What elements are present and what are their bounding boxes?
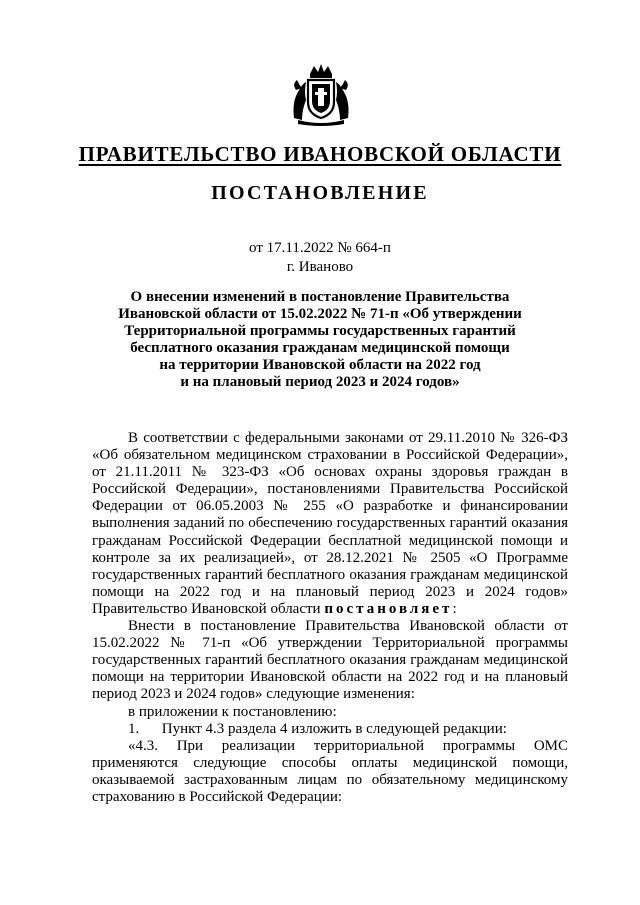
heading-line: Территориальной программы государственных гарантий bbox=[124, 323, 516, 339]
heading-line: О внесении изменений в постановление Правительства bbox=[130, 289, 510, 305]
heading-line: и на плановый период 2023 и 2024 годов» bbox=[180, 374, 460, 390]
paragraph-amend: Внести в постановление Правительства Ивановской области от 15.02.2022 № 71-п «Об утверждении Территориальной программы государственных гарантий бесплатного оказания гражданам медицинской помощи на территории Ивановской области на 2022 год и на плановый период 2023 и 2024 годов» следующие изменения: bbox=[92, 618, 568, 703]
resolution-keyword: постановляет bbox=[324, 600, 453, 617]
document-meta bbox=[0, 239, 640, 277]
paragraph-item-4-3: «4.3. При реализации территориальной программы ОМС применяются следующие способы оплаты медицинской помощи, оказываемой застрахованным лицам по обязательному медицинскому страхованию в Российской Федерации: bbox=[92, 737, 568, 805]
date-number: от 17.11.2022 № 664-п bbox=[249, 240, 391, 256]
preamble-text: В соответствии с федеральными законами от 29.11.2010 № 326-ФЗ «Об обязательном медицинском страховании в Российской Федерации», от 21.11.2011 № 323-ФЗ «Об основах охраны здоровья граждан в Российской Федерации», постановлениями Правительства Российской Федерации от 06.05.2003 № 255 «О разработке и финансировании выполнения заданий по обеспечению государственных гарантий оказания гражданам Российской Федерации бесплатной медицинской помощи и контроле за их реализацией», от 28.12.2021 № 2505 «О Программе государственных гарантий бесплатного оказания гражданам медицинской помощи на 2022 год и на плановый период 2023 и 2024 годов» Правительство Ивановской области bbox=[92, 430, 568, 617]
paragraph-appendix: в приложении к постановлению: bbox=[128, 703, 337, 720]
paragraph-preamble bbox=[92, 430, 568, 618]
organization-title: ПРАВИТЕЛЬСТВО ИВАНОВСКОЙ ОБЛАСТИ bbox=[78, 142, 562, 166]
preamble-tail: : bbox=[452, 600, 457, 617]
document-type: ПОСТАНОВЛЕНИЕ bbox=[211, 182, 429, 204]
paragraph-item-1: 1. Пункт 4.3 раздела 4 изложить в следующей редакции: bbox=[128, 720, 507, 737]
heading-line: Ивановской области от 15.02.2022 № 71-п «Об утверждении bbox=[118, 306, 522, 322]
coat-of-arms-icon bbox=[288, 62, 354, 128]
document-body bbox=[92, 430, 568, 806]
city: г. Иваново bbox=[286, 259, 354, 275]
heading-line: бесплатного оказания гражданам медицинской помощи bbox=[130, 340, 510, 356]
document-heading bbox=[110, 289, 530, 391]
heading-line: на территории Ивановской области на 2022 год bbox=[159, 357, 481, 373]
